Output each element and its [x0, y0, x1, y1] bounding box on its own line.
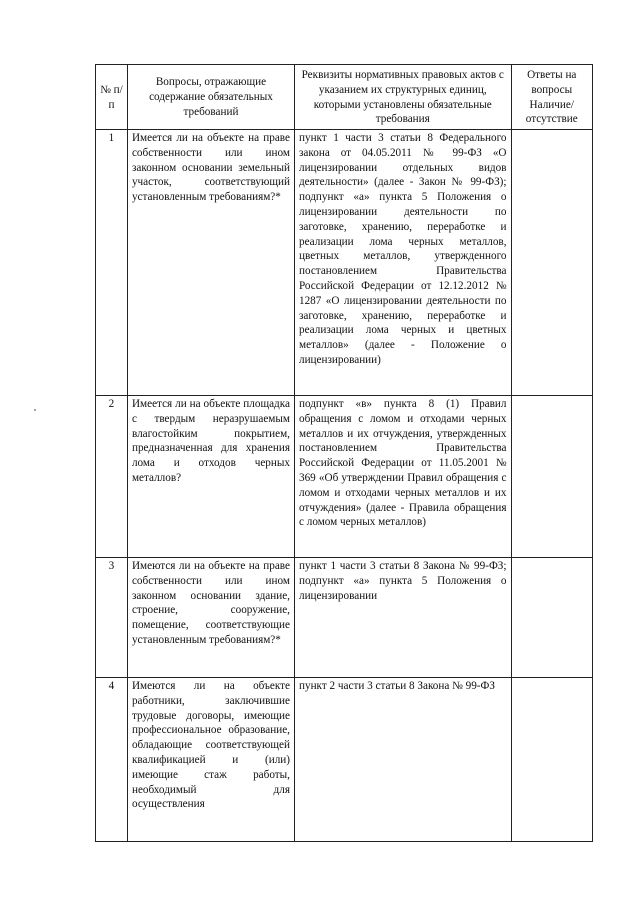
- row-number: 4: [96, 678, 128, 842]
- row-question: Имеется ли на объекте на праве собственности или ином законном основании земельный участок, соответствующий установленным требованиям?*: [127, 130, 294, 396]
- header-answers: Ответы на вопросы Наличие/ отсутствие: [511, 65, 592, 130]
- requirements-table: [95, 64, 593, 842]
- row-number: 3: [96, 558, 128, 678]
- header-question: Вопросы, отражающие содержание обязательных требований: [127, 65, 294, 130]
- row-answer-cell: [511, 130, 592, 396]
- row-question: Имеются ли на объекте на праве собственности или ином законном основании здание, строение, сооружение, помещение, соответствующие установленным требованиям?*: [127, 558, 294, 678]
- row-requisites: пункт 1 части 3 статьи 8 Федерального закона от 04.05.2011 № 99-ФЗ «О лицензировании отдельных видов деятельности» (далее - Закон № 99-ФЗ); подпункт «а» пункта 5 Положения о лицензировании деятельности по заготовке, хранению, переработке и реализации лома черных металлов, цветных металлов, утвержденного постановлением Правительства Российской Федерации от 12.12.2012 № 1287 «О лицензировании деятельности по заготовке, хранению, переработке и реализации лома черных и цветных металлов» (далее - Положение о лицензировании): [294, 130, 511, 396]
- table-row: [96, 558, 593, 678]
- row-question: Имеются ли на объекте работники, заключившие трудовые договоры, имеющие профессиональное образование, обладающие соответствующей квалификацией и (или) имеющие стаж работы, необходимый для осуществления: [127, 678, 294, 842]
- row-number: 1: [96, 130, 128, 396]
- table-header-row: [96, 65, 593, 130]
- row-answer-cell: [511, 558, 592, 678]
- header-num: № п/п: [96, 65, 128, 130]
- header-requisites: Реквизиты нормативных правовых актов с указанием их структурных единиц, которыми установлены обязательные требования: [294, 65, 511, 130]
- table-row: [96, 130, 593, 396]
- row-question: Имеется ли на объекте площадка с твердым неразрушаемым влагостойким покрытием, предназначенная для хранения лома и отходов черных металлов?: [127, 396, 294, 558]
- scan-speck: [34, 409, 36, 411]
- row-number: 2: [96, 396, 128, 558]
- table-row: [96, 678, 593, 842]
- row-answer-cell: [511, 678, 592, 842]
- row-requisites: пункт 2 части 3 статьи 8 Закона № 99-ФЗ: [294, 678, 511, 842]
- row-requisites: подпункт «в» пункта 8 (1) Правил обращения с ломом и отходами черных металлов и их отчуждения, утвержденных постановлением Правительства Российской Федерации от 11.05.2001 № 369 «Об утверждении Правил обращения с ломом и отходами черных металлов и их отчуждения» (далее - Правила обращения с ломом черных металлов): [294, 396, 511, 558]
- row-answer-cell: [511, 396, 592, 558]
- row-requisites: пункт 1 части 3 статьи 8 Закона № 99-ФЗ; подпункт «а» пункта 5 Положения о лицензировании: [294, 558, 511, 678]
- table-row: [96, 396, 593, 558]
